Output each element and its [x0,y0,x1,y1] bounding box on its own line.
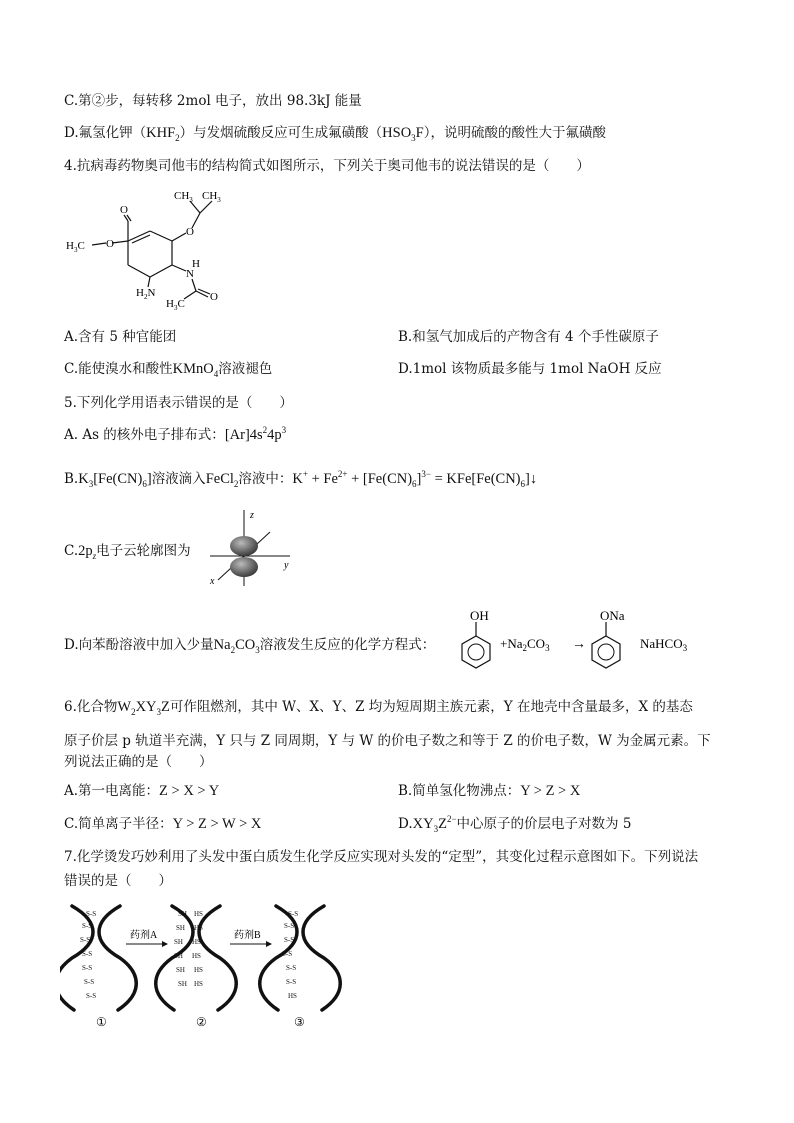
q4-option-a [64,327,176,347]
q5-c-pre: C. [64,543,79,559]
q5-d-pre: D.向苯酚溶液中加入少量 [64,637,214,653]
ether-o-label: O [186,226,194,238]
q5-b-equation: $K^+ + Fe^{2+} + [Fe(CN)_6]^{3-}$ = $KFe[Fe(CN)_6]↓$ [292,469,538,489]
compound-formula: $W_2XY_3Z$ [117,699,170,717]
oh-label: OH [470,608,489,623]
bond-label: HS [194,910,203,918]
q6-line-2-text: 原子价层 p 轨道半充满，Y 只与 Z 同周期，Y 与 W 的价电子数之和等于 Z 的价电子数，W 为金属元素。下 [64,733,711,749]
axis-z-label: z [250,510,254,521]
q4-stem [64,156,590,176]
q6-option-d [398,814,631,834]
hso3f-formula: $HSO_3F$ [382,125,424,143]
bond-label: HS [192,938,201,946]
reagent-a-label: 药剂A [130,930,158,941]
oseltamivir-structure [62,183,232,311]
q4-b-text: B.和氢气加成后的产物含有 4 个手性碳原子 [398,329,659,345]
q5-c-post: 电子云轮廓图为 [96,543,191,559]
q7-line-2 [64,871,172,891]
bond-label: S-S [284,936,295,944]
bond-label: SH [178,980,187,988]
upper-lobe [230,536,258,556]
bond-label: HS [192,952,201,960]
q3-d-mid: ）与发烟硫酸反应可生成氟磺酸（ [179,125,383,141]
q5-a-pre: A. As 的核外电子排布式： [64,427,225,443]
bond-label: S-S [82,922,93,930]
q6-pre: 6.化合物 [64,699,118,715]
q5-stem-text: 5.下列化学用语表示错误的是（ ） [64,395,293,411]
q3-d-post: ），说明硫酸的酸性大于氟磺酸 [423,125,606,141]
bond-label: S-S [288,910,299,918]
helix2-strand-b [199,906,236,1010]
q6-b-pre: B.简单氢化物沸点： [398,783,521,799]
q6-option-a [64,781,219,801]
helix1-strand-b [99,906,136,1010]
axis-x-label: x [210,576,215,587]
bond-label: S-S [282,950,293,958]
q6-d-post: 中心原子的价层电子对数为 5 [456,816,632,832]
hair-perm-diagram [60,902,350,1030]
q6-c-formula: Y > Z > W > X [172,816,262,832]
q6-d-pre: D. [398,816,413,832]
ester-o-label: O [106,238,114,250]
q3-option-d [64,123,606,143]
khf2-formula: $KHF_2$ [146,125,180,143]
q7-line-1-text: 7.化学烫发巧妙利用了头发中蛋白质发生化学反应实现对头发的“定型”，其变化过程示意图如下。下列说法 [64,849,699,865]
q5-option-c [64,541,191,561]
stage-3-label: ③ [294,1015,305,1029]
q5-option-d [64,635,435,655]
q6-line-3 [64,752,213,772]
ethyl-ester-label: $H_3C$ [66,240,85,254]
q6-b-formula: Y > Z > X [520,783,581,799]
nahco3-term: NaHCO$_3$ [640,636,688,653]
q5-b-mid: 溶液滴入 [151,471,206,487]
q5-d-post: 溶液发生反应的化学方程式： [259,637,436,653]
na2co3-formula: $Na_2CO_3$ [213,637,260,655]
bond-label: HS [194,966,203,974]
q7-line-1 [64,847,698,867]
lower-lobe [230,557,258,577]
fecl2-formula: FeCl$_2$ [205,471,239,489]
amine-label: $H_2N$ [136,287,156,301]
q4-a-text: A.含有 5 种官能团 [64,329,177,345]
q3-option-c [64,91,362,111]
amide-nh-label: N [186,268,194,280]
q6-c-pre: C.简单离子半径： [64,816,173,832]
bond-label: S-S [82,950,93,958]
ona-label: ONa [600,608,625,623]
bond-label: S-S [80,936,91,944]
phenoxide-ring [592,636,620,668]
q5-b-mid2: 溶液中： [238,471,293,487]
bond-label: S-S [286,964,297,972]
ethyl-left-label: $CH_3$ [174,190,193,204]
reaction-arrow: → [572,637,586,652]
q7-line-2-text: 错误的是（ ） [64,873,172,889]
kmno4-formula: KMnO$_4$ [172,361,219,379]
bond-label: SH [174,938,183,946]
bond-label: SH [178,910,187,918]
orbital-label: $2p_z$ [78,543,97,561]
bond-label: S-S [82,964,93,972]
q4-option-b [398,327,659,347]
q6-line-1 [64,697,693,717]
xy3z-ion: $XY_3Z^{2-}$ [412,814,457,834]
amide-o-label: O [210,291,218,303]
bond-label: HS [194,980,203,988]
q4-option-d [398,359,662,379]
p-orbital-diagram [204,506,296,590]
bond-label: S-S [86,910,97,918]
bond-label: S-S [284,922,295,930]
bond-label: S-S [84,978,95,986]
helix3-strand-b [303,906,340,1010]
bond-label: SH [174,952,183,960]
q5-b-pre: B. [64,471,79,487]
q4-c-pre: C.能使溴水和酸性 [64,361,173,377]
ethyl-right-label: $CH_3$ [202,190,221,204]
bond-label: SH [176,966,185,974]
bond-label: SH [176,924,185,932]
bond-label: S-S [86,992,97,1000]
q4-d-text: D.1mol 该物质最多能与 1mol NaOH 反应 [398,361,662,377]
q6-a-formula: Z > X > Y [159,783,220,799]
q5-option-a [64,425,286,445]
phenol-equation [456,608,716,674]
reagent-b-label: 药剂B [234,930,261,941]
q5-option-b [64,469,537,489]
stage-2-label: ② [196,1015,207,1029]
stage-1-label: ① [96,1015,107,1029]
q3-d-pre: D.氟氢化钾（ [64,125,147,141]
q6-option-c [64,814,261,834]
carbonyl-o-label: O [120,204,128,216]
amide-h-label: H [192,258,200,270]
q6-line-2 [64,731,711,751]
q6-post: 可作阻燃剂，其中 W、X、Y、Z 均为短周期主族元素，Y 在地壳中含量最多，X 的基态 [169,699,693,715]
k3fecn6-formula: $K_3[Fe(CN)_6]$ [78,471,152,489]
bond-label: HS [194,924,203,932]
axis-y-label: y [284,560,289,571]
q6-a-pre: A.第一电离能： [64,783,160,799]
bond-label: S-S [286,978,297,986]
q4-option-c [64,359,272,379]
q6-option-b [398,781,580,801]
bond-label: HS [288,992,297,1000]
q5-stem [64,393,293,413]
q6-line-3-text: 列说法正确的是（ ） [64,754,213,770]
q4-stem-text: 4.抗病毒药物奥司他韦的结构简式如图所示，下列关于奥司他韦的说法错误的是（ ） [64,158,590,174]
q4-c-post: 溶液褪色 [218,361,273,377]
na2co3-term: $+Na_2CO_3$ [500,636,550,653]
phenol-ring [462,636,490,668]
as-config: $[Ar]4s^24p^3$ [224,425,287,443]
q3-option-c-text: C.第②步，每转移 2mol 电子，放出 98.3kJ 能量 [64,93,362,109]
acetyl-label: $H_3C$ [166,298,185,311]
